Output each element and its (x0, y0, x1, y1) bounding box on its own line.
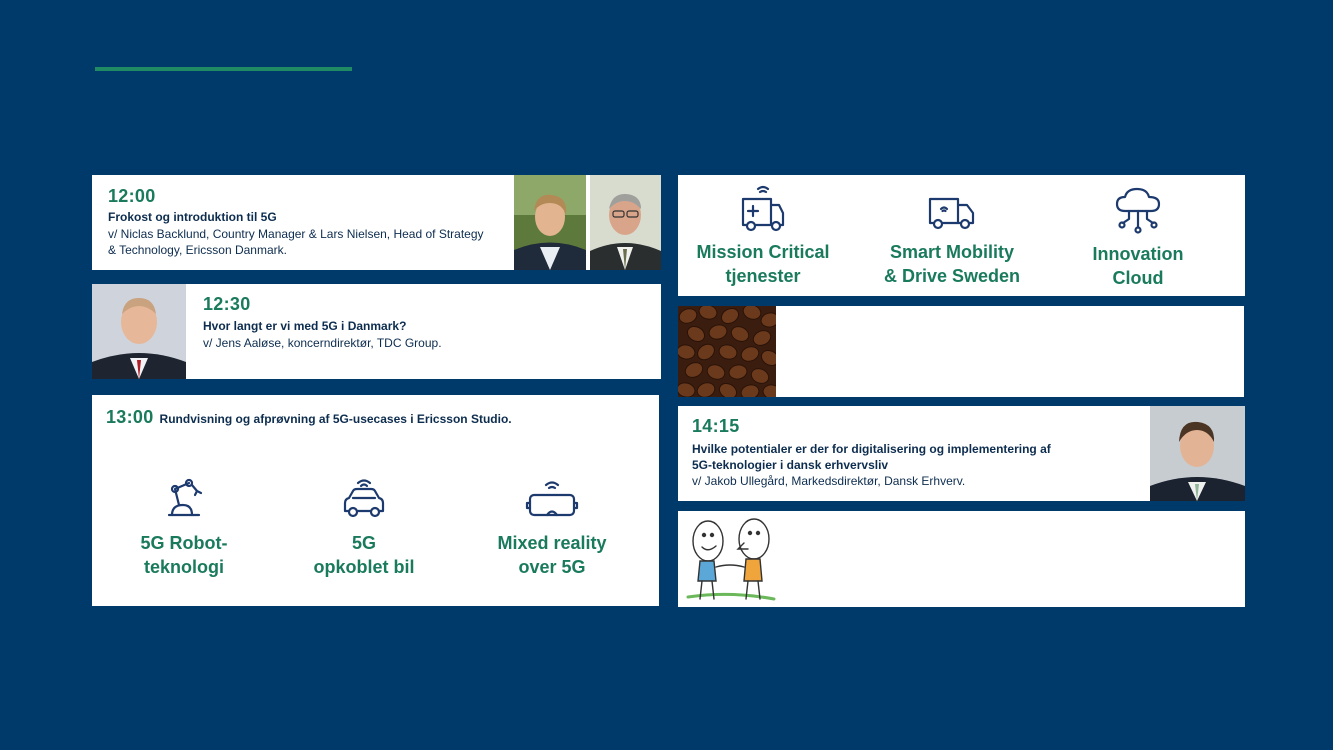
usecases-top-card (678, 175, 1245, 296)
session-speakers: v/ Jakob Ullegård, Markedsdirektør, Dansk Erhverv. (692, 474, 966, 488)
session-title-line2: 5G-teknologier i dansk erhvervsliv (692, 458, 889, 472)
speaker-photo-niclas (514, 175, 586, 270)
session-speakers: v/ Niclas Backlund, Country Manager & Lars Nielsen, Head of Strategy & Technology, Ericsson Danmark. (108, 227, 484, 257)
ambulance-icon (739, 185, 787, 233)
usecase-robot (114, 475, 254, 579)
usecase-innovation-cloud (1063, 185, 1213, 290)
session-speakers: v/ Jens Aaløse, koncerndirektør, TDC Group. (203, 336, 442, 350)
usecase-label-line2: opkoblet bil (313, 557, 415, 577)
usecase-label-line2: over 5G (518, 557, 586, 577)
speaker-photo-jens (92, 284, 186, 379)
usecase-mission-critical (683, 185, 843, 288)
usecase-label-line1: 5G Robot- (140, 533, 228, 553)
session-time: 12:30 (203, 294, 251, 314)
speaker-photo-lars (590, 175, 661, 270)
session-card-1230 (92, 284, 661, 379)
connected-car-icon (339, 475, 389, 521)
session-title-line1: Hvilke potentialer er der for digitalisering og implementering af (692, 442, 1051, 456)
usecase-label-line1: Smart Mobility (889, 242, 1014, 262)
truck-icon (927, 185, 977, 233)
session-card-1200 (92, 175, 661, 270)
usecase-label-line2: Cloud (1112, 268, 1164, 288)
robot-arm-icon (161, 475, 207, 521)
cloud-network-icon (1113, 185, 1163, 235)
usecase-smart-mobility (868, 185, 1036, 288)
usecase-label-line2: teknologi (144, 557, 224, 577)
session-time: 13:00 (106, 407, 154, 427)
speaker-photo-jakob (1150, 406, 1245, 501)
vr-headset-icon (525, 475, 579, 521)
coffee-break-card (678, 306, 1244, 397)
networking-card (678, 511, 1245, 607)
usecase-label-line1: 5G (351, 533, 376, 553)
session-card-1415 (678, 406, 1245, 501)
usecase-label-line2: tjenester (725, 266, 801, 286)
session-card-1300 (92, 395, 659, 606)
session-title: Frokost og introduktion til 5G (108, 210, 277, 224)
session-title: Hvor langt er vi med 5G i Danmark? (203, 319, 407, 333)
coffee-beans-image (678, 306, 776, 397)
usecase-label-line1: Innovation (1092, 244, 1184, 264)
usecase-label-line1: Mixed reality (497, 533, 607, 553)
usecase-label-line2: & Drive Sweden (883, 266, 1021, 286)
networking-illustration (678, 511, 782, 607)
session-time: 14:15 (692, 416, 740, 436)
usecase-mixed-reality (477, 475, 627, 579)
session-title: Rundvisning og afprøvning af 5G-usecases i Ericsson Studio. (159, 412, 512, 426)
usecase-label-line1: Mission Critical (696, 242, 830, 262)
session-time: 12:00 (108, 186, 156, 206)
accent-line (95, 67, 352, 71)
usecase-connected-car (294, 475, 434, 579)
